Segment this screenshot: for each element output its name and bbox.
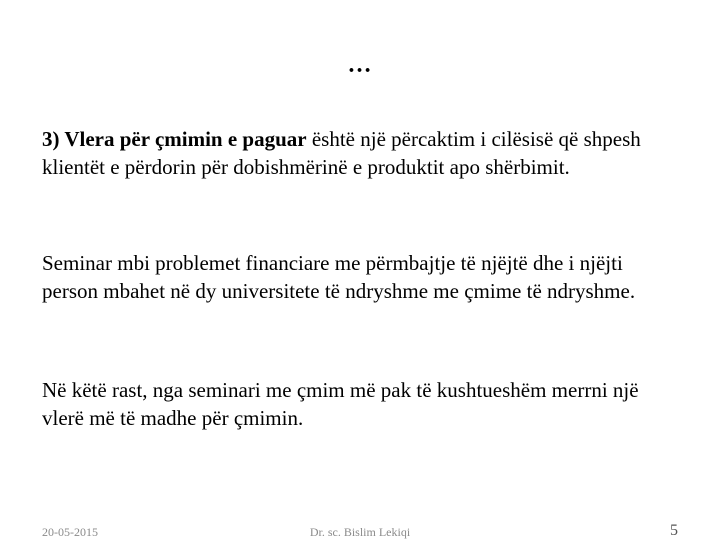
slide-title: … — [347, 52, 373, 78]
paragraph-seminar-example — [42, 249, 682, 305]
paragraph-text: Në këtë rast, nga seminari me çmim më pak të kushtueshëm merrni një vlerë më të madhe për çmimin. — [42, 378, 639, 430]
paragraph-text: është një përcaktim i cilësisë që shpesh klientët e përdorin për dobishmërinë e produktit apo shërbimit. — [42, 127, 641, 179]
page-number: 5 — [670, 522, 678, 539]
paragraph-conclusion — [42, 376, 682, 432]
paragraph-value-for-price — [42, 125, 682, 181]
footer-date: 20-05-2015 — [42, 525, 98, 539]
paragraph-text: Seminar mbi problemet financiare me përmbajtje të njëjtë dhe i njëjti person mbahet në dy universitete të ndryshme me çmime të ndryshme. — [42, 251, 636, 303]
paragraph-bold-lead: 3) Vlera për çmimin e paguar — [42, 127, 307, 151]
footer-author: Dr. sc. Bislim Lekiqi — [309, 525, 411, 539]
